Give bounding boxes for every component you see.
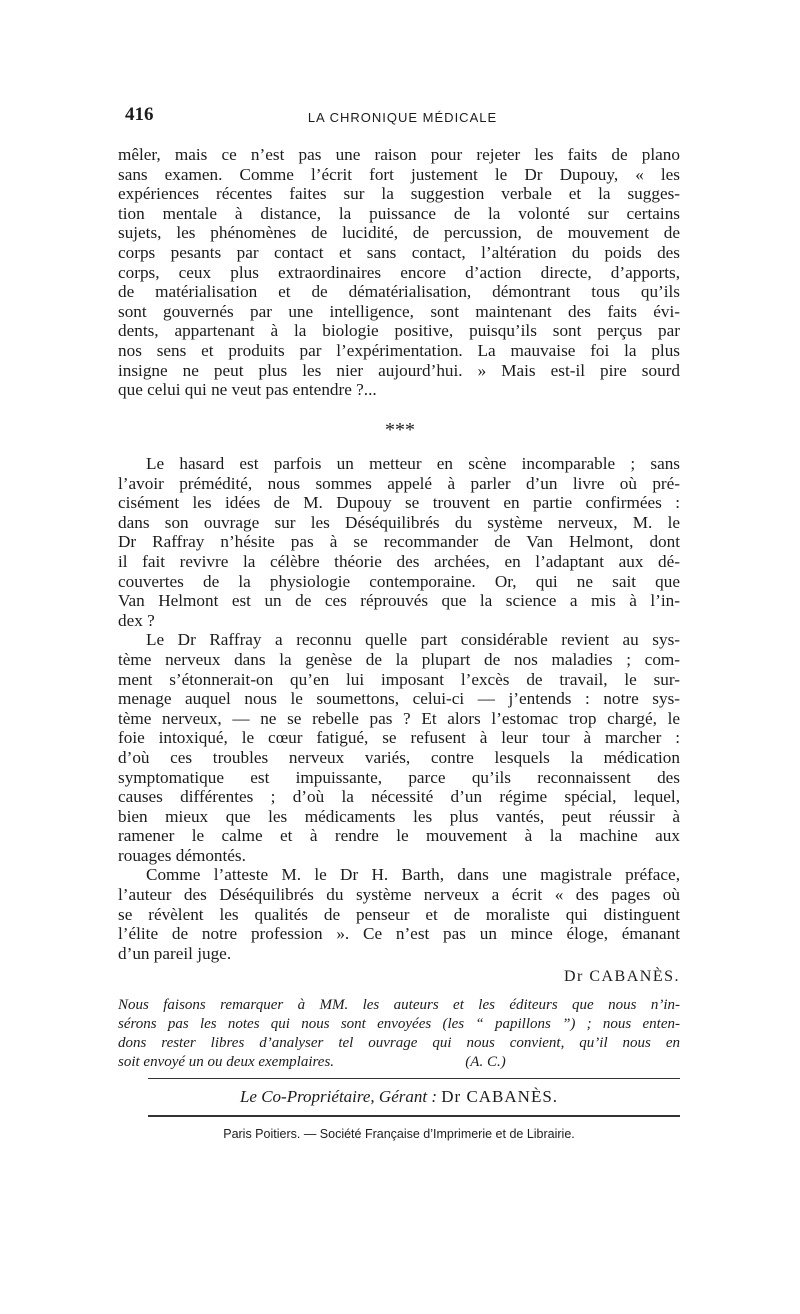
text-line: sujets, les phénomènes de lucidité, de percussion, de mouvement de <box>118 223 680 243</box>
editorial-note <box>118 996 680 1072</box>
printer-imprint: Paris Poitiers. — Société Française d’Imprimerie et de Librairie. <box>223 1127 575 1141</box>
text-line: tème nerveux, — ne se rebelle pas ? Et alors l’estomac trop chargé, le <box>118 708 680 728</box>
text-line: symptomatique est impuissante, parce qu’ils reconnaissent des <box>118 767 680 787</box>
text-line: l’auteur des Déséquilibrés du système nerveux a écrit « des pages où <box>118 885 680 905</box>
text-line: insigne ne peut plus les nier aujourd’hui. » Mais est-il pire sourd <box>118 360 680 380</box>
author-signature: Dr CABANÈS. <box>563 968 680 985</box>
text-line: sont gouvernés par une intelligence, sont maintenant des faits évi- <box>118 301 680 321</box>
text-line: d’où ces troubles nerveux variés, contre lesquels la médication <box>118 747 680 767</box>
text-line: corps pesants par contact et sans contact, l’altération du poids des <box>118 242 680 262</box>
text-line: l’avoir prémédité, nous sommes appelé à parler d’un livre où pré- <box>118 473 680 493</box>
text-line: se révèlent les qualités de penseur et de moraliste qui distinguent <box>118 904 680 924</box>
text-line: dex ? <box>118 610 155 630</box>
text-line: que celui qui ne veut pas entendre ?... <box>118 380 377 400</box>
text-line: menage auquel nous le soumettons, celui-ci — j’entends : notre sys- <box>118 689 680 709</box>
paragraph-1 <box>118 145 680 400</box>
note-line: Nous faisons remarquer à MM. les auteurs et les éditeurs que nous n’in- <box>118 997 680 1013</box>
text-line: nos sens et produits par l’expérimentation. La mauvaise foi la plus <box>118 340 680 360</box>
text-line: Le hasard est parfois un metteur en scène incomparable ; sans <box>146 454 680 473</box>
text-line: Dr Raffray n’hésite pas à se recommander de Van Helmont, dont <box>118 532 680 552</box>
section-separator: *** <box>385 419 415 441</box>
text-line: l’élite de notre profession ». Ce n’est pas un mince éloge, émanant <box>118 924 680 944</box>
text-line: expériences récentes faites sur la suggestion verbale et la sugges- <box>118 184 680 204</box>
divider-rule <box>148 1078 680 1079</box>
text-line: sans examen. Comme l’écrit fort justement le Dr Dupouy, « les <box>118 164 680 184</box>
text-line: foie intoxiqué, le cœur fatigué, se refusent à leur tour à marcher : <box>118 728 680 748</box>
text-line: couvertes de la physiologie contemporaine. Or, qui ne sait que <box>118 571 680 591</box>
text-line: d’un pareil juge. <box>118 943 232 963</box>
text-line: de matérialisation et de dématérialisation, démontrant tous qu’ils <box>118 282 680 302</box>
text-line: mêler, mais ce n’est pas une raison pour rejeter les faits de plano <box>118 145 680 164</box>
page-header <box>125 104 680 134</box>
note-line: soit envoyé un ou deux exemplaires. (A. C.) <box>118 1054 506 1070</box>
text-line: rouages démontés. <box>118 845 246 865</box>
note-line: sérons pas les notes qui nous sont envoyées (les “ papillons ”) ; nous enten- <box>118 1016 680 1032</box>
divider-rule <box>148 1115 680 1117</box>
running-title: LA CHRONIQUE MÉDICALE <box>307 110 498 125</box>
paragraph-2 <box>118 454 680 963</box>
text-line: tème nerveux dans la genèse de la plupart de nos maladies ; com- <box>118 649 680 669</box>
text-line: tion mentale à distance, la puissance de la volonté sur certains <box>118 203 680 223</box>
text-line: dans son ouvrage sur les Déséquilibrés du système nerveux, M. le <box>118 512 680 532</box>
text-line: Comme l’atteste M. le Dr H. Barth, dans une magistrale préface, <box>146 865 680 885</box>
text-line: Le Dr Raffray a reconnu quelle part considérable revient au sys- <box>146 630 680 650</box>
text-line: ment s’étonnerait-on qu’en lui imposant l’excès de travail, le sur- <box>118 669 680 689</box>
text-line: corps, ceux plus extraordinaires encore d’action directe, d’apports, <box>118 262 680 282</box>
gerant-label: Le Co-Propriétaire, Gérant : <box>239 1087 442 1106</box>
text-line: il fait revivre la célèbre théorie des archées, en l’adaptant aux dé- <box>118 551 680 571</box>
gerant-name: Dr CABANÈS. <box>441 1087 559 1106</box>
text-line: Van Helmont est un de ces réprouvés que la science a mis à l’in- <box>118 591 680 611</box>
text-line: dents, appartenant à la biologie positive, puisqu’ils sont perçus par <box>118 321 680 341</box>
note-line: dons rester libres d’analyser tel ouvrage qui nous convient, qu’il nous en <box>118 1035 680 1051</box>
text-line: causes différentes ; d’où la nécessité d’un régime spécial, lequel, <box>118 787 680 807</box>
text-line: bien mieux que les médicaments les plus vantés, peut réussir à <box>118 806 680 826</box>
text-line: ramener le calme et à rendre le mouvement à la machine aux <box>118 826 680 846</box>
publisher-line <box>118 1087 680 1107</box>
page-number: 416 <box>125 104 154 125</box>
text-line: cisément les idées de M. Dupouy se trouvent en partie confirmées : <box>118 493 680 513</box>
